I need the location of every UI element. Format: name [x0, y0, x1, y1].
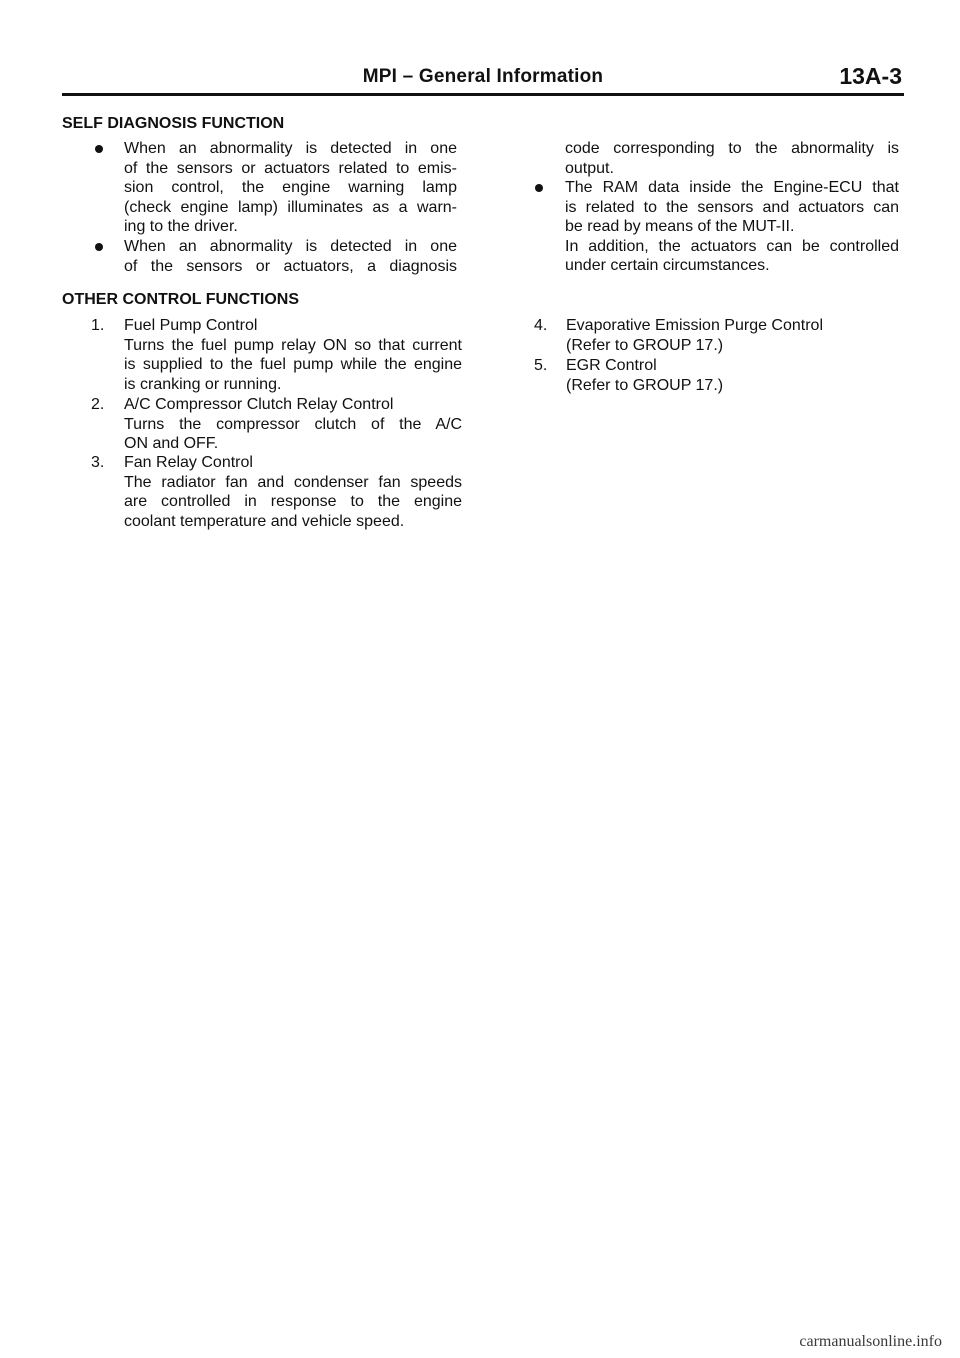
bullet-text: When an abnormality is detected in one of the sensors or actuators, a diagnosis — [124, 238, 457, 275]
bullet-text: code corresponding to the abnormality is output. — [565, 140, 899, 177]
bullet-icon — [95, 145, 103, 153]
item-number: 5. — [534, 357, 548, 374]
bullet-icon — [95, 243, 103, 251]
header-rule — [62, 93, 904, 96]
other-controls-heading: OTHER CONTROL FUNCTIONS — [62, 291, 300, 308]
item-number: 4. — [534, 317, 548, 334]
bullet-icon — [535, 184, 543, 192]
item-text: Evaporative Emission Purge Control (Refer to GROUP 17.) — [566, 317, 824, 354]
page-title: MPI – General Information — [362, 66, 604, 87]
bullet-text: The RAM data inside the Engine-ECU that is related to the sensors and actuators can be read by means of the MUT-II. In addition, the actuators can be controlled under certain circumstances. — [565, 179, 899, 275]
page-header — [62, 62, 904, 94]
self-diagnosis-heading: SELF DIAGNOSIS FUNCTION — [62, 115, 285, 132]
page-number: 13A-3 — [839, 63, 902, 89]
item-text: Fan Relay Control The radiator fan and condenser fan speeds are controlled in response to the engine coolant temperature and vehicle speed. — [124, 454, 462, 530]
item-text: EGR Control (Refer to GROUP 17.) — [566, 357, 724, 394]
item-text: A/C Compressor Clutch Relay Control Turns the compressor clutch of the A/C ON and OFF. — [124, 396, 462, 453]
bullet-text: When an abnormality is detected in one of the sensors or actuators related to emis- sion control, the engine warning lamp (check engine lamp) illuminates as a warn- ing to the driver. — [124, 140, 457, 236]
site-watermark: carmanualsonline.info — [799, 1333, 942, 1350]
item-number: 1. — [91, 317, 105, 334]
item-text: Fuel Pump Control Turns the fuel pump relay ON so that current is supplied to the fuel pump while the engine is cranking or running. — [124, 317, 462, 393]
item-number: 3. — [91, 454, 105, 471]
item-number: 2. — [91, 396, 105, 413]
